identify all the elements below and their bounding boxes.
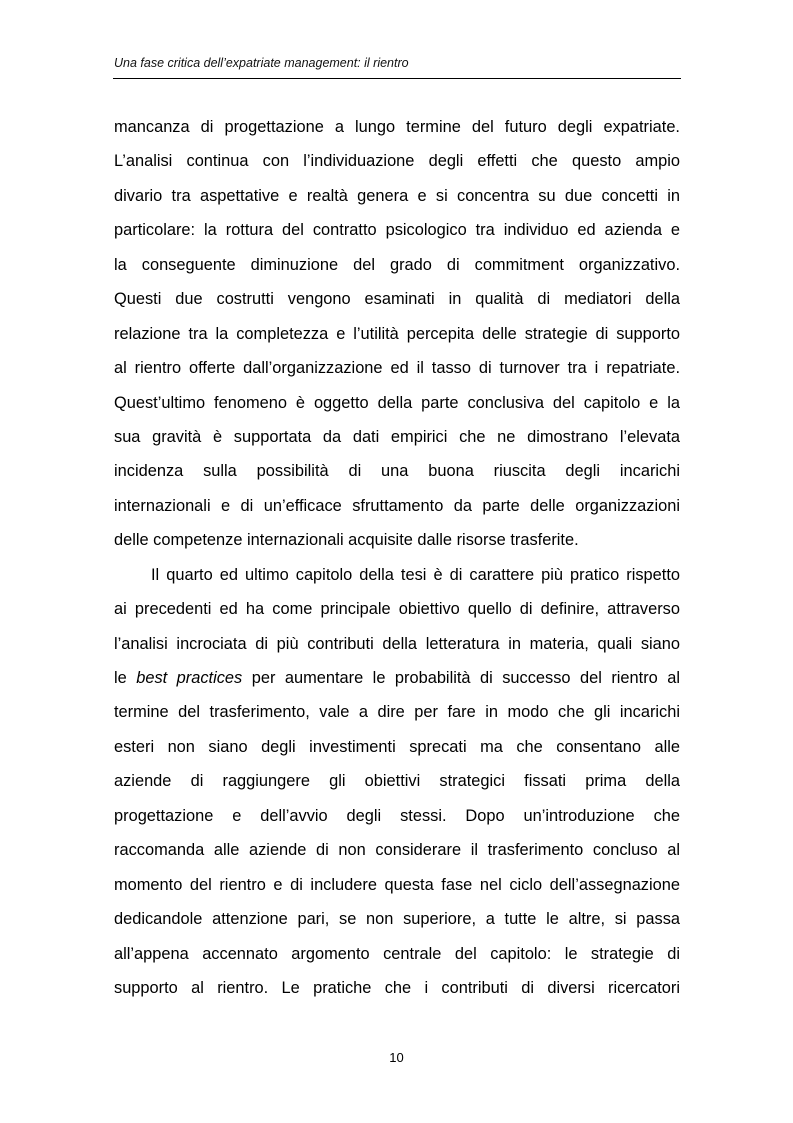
text-line: incidenza sulla possibilità di una buona riuscita degli incarichi (114, 462, 680, 481)
text-line-with-emphasis (114, 661, 680, 695)
emphasis-term: best practices (136, 669, 243, 687)
paragraph-end-line: delle competenze internazionali acquisite dalle risorse trasferite. (114, 531, 579, 550)
text-line: all’appena accennato argomento centrale del capitolo: le strategie di (114, 944, 680, 963)
text-line: particolare: la rottura del contratto psicologico tra individuo ed azienda e (114, 221, 680, 240)
paragraph-start-line: Il quarto ed ultimo capitolo della tesi è di carattere più pratico rispetto (151, 565, 680, 584)
text-line: esteri non siano degli investimenti sprecati ma che consentano alle (114, 737, 680, 756)
text-line: l’analisi incrociata di più contributi della letteratura in materia, quali siano (114, 634, 680, 653)
text-line: termine del trasferimento, vale a dire per fare in modo che gli incarichi (114, 703, 680, 722)
text-line: sua gravità è supportata da dati empirici che ne dimostrano l’elevata (114, 427, 680, 446)
body-text (114, 110, 680, 1005)
text-line: progettazione e dell’avvio degli stessi. Dopo un’introduzione che (114, 806, 680, 825)
text-line: relazione tra la completezza e l’utilità percepita delle strategie di supporto (114, 324, 680, 343)
line-suffix: per aumentare le probabilità di successo del rientro al (242, 669, 680, 687)
page-number: 10 (389, 1050, 404, 1065)
text-line: dedicandole attenzione pari, se non superiore, a tutte le altre, si passa (114, 910, 680, 929)
text-line: supporto al rientro. Le pratiche che i contributi di diversi ricercatori (114, 978, 680, 997)
header-divider (113, 78, 681, 79)
text-line: aziende di raggiungere gli obiettivi strategici fissati prima della (114, 772, 680, 791)
text-line: al rientro offerte dall’organizzazione ed il tasso di turnover tra i repatriate. (114, 359, 680, 378)
text-line: L’analisi continua con l’individuazione degli effetti che questo ampio (114, 152, 680, 171)
line-prefix: le (114, 669, 137, 687)
text-line: divario tra aspettative e realtà genera e si concentra su due concetti in (114, 186, 680, 205)
text-line: raccomanda alle aziende di non considerare il trasferimento concluso al (114, 841, 680, 860)
running-header: Una fase critica dell’expatriate management: il rientro (114, 56, 409, 70)
text-line: internazionali e di un’efficace sfruttamento da parte delle organizzazioni (114, 496, 680, 515)
text-line: ai precedenti ed ha come principale obiettivo quello di definire, attraverso (114, 600, 680, 619)
text-line: mancanza di progettazione a lungo termine del futuro degli expatriate. (114, 118, 680, 136)
text-line: Quest’ultimo fenomeno è oggetto della parte conclusiva del capitolo e la (114, 393, 680, 412)
text-line: Questi due costrutti vengono esaminati in qualità di mediatori della (114, 290, 680, 309)
text-line: la conseguente diminuzione del grado di commitment organizzativo. (114, 255, 680, 274)
text-line: momento del rientro e di includere questa fase nel ciclo dell’assegnazione (114, 875, 680, 894)
